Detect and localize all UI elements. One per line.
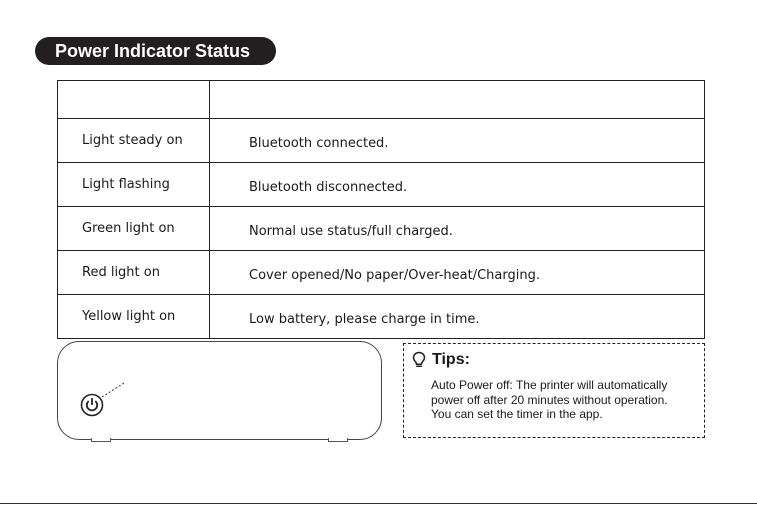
indicator-description: Low battery, please charge in time. — [210, 295, 705, 339]
table-header-row — [58, 81, 705, 119]
table-row — [58, 207, 705, 251]
power-button-icon — [80, 393, 104, 417]
table-row — [58, 119, 705, 163]
indicator-description: Cover opened/No paper/Over-heat/Charging. — [210, 251, 705, 295]
printer-foot — [91, 438, 111, 442]
table-header-cell — [210, 81, 705, 119]
tips-text — [431, 378, 703, 422]
callout-leader-line — [101, 382, 125, 398]
indicator-state: Light steady on — [58, 119, 210, 163]
indicator-status-table — [57, 80, 705, 339]
table-row — [58, 163, 705, 207]
indicator-description: Bluetooth connected. — [210, 119, 705, 163]
indicator-state: Yellow light on — [58, 295, 210, 339]
tips-header — [412, 351, 470, 369]
table-row — [58, 251, 705, 295]
section-title: Power Indicator Status — [35, 37, 276, 65]
lightbulb-icon — [412, 351, 426, 369]
indicator-description: Normal use status/full charged. — [210, 207, 705, 251]
indicator-state: Green light on — [58, 207, 210, 251]
tips-line: You can set the timer in the app. — [431, 407, 603, 421]
indicator-description: Bluetooth disconnected. — [210, 163, 705, 207]
indicator-state: Light flashing — [58, 163, 210, 207]
tips-title: Tips: — [432, 351, 470, 368]
tips-line: Auto Power off: The printer will automatically — [431, 378, 668, 392]
indicator-state: Red light on — [58, 251, 210, 295]
table-row — [58, 295, 705, 339]
table-header-cell — [58, 81, 210, 119]
page-bottom-divider — [0, 503, 757, 504]
printer-foot — [328, 438, 348, 442]
tips-line: power off after 20 minutes without operation. — [431, 392, 668, 407]
